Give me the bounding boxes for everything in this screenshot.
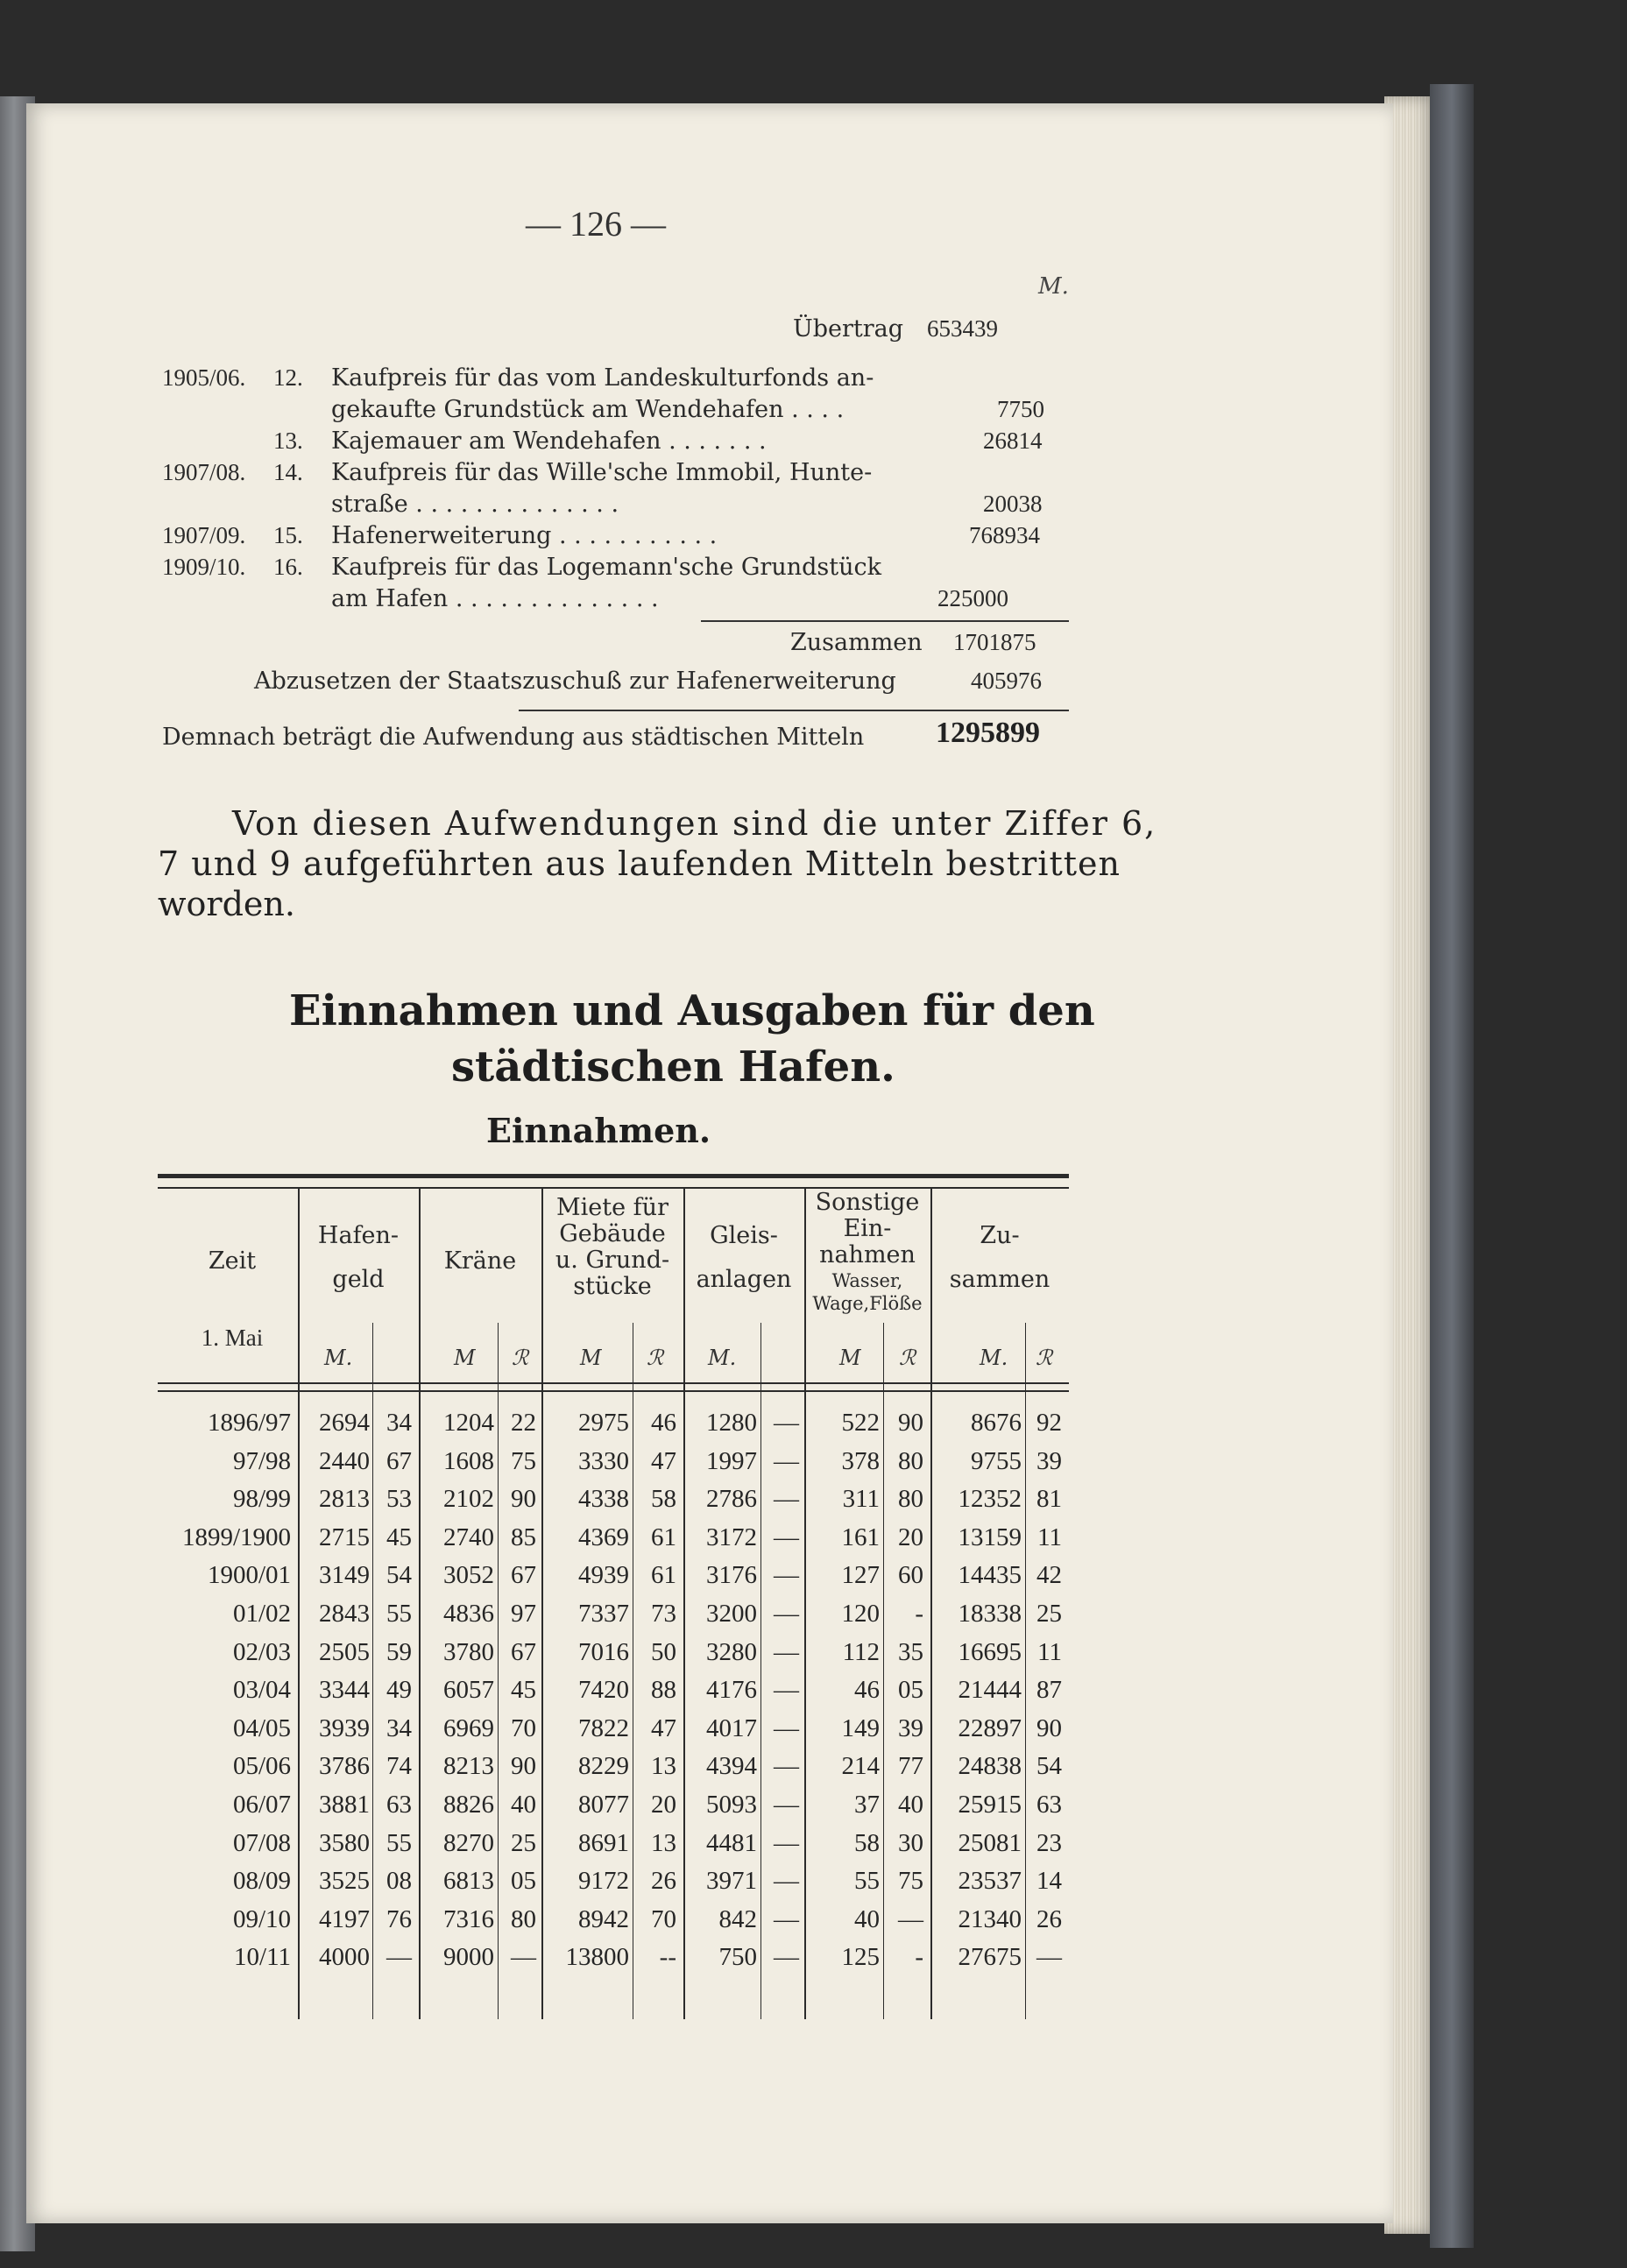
cell-zusammen: 9755: [971, 1446, 1022, 1475]
item-text-line: am Hafen . . . . . . . . . . . . . .: [331, 585, 659, 612]
cell-sonstige: 46: [854, 1676, 880, 1705]
deduct-value: 405976: [971, 668, 1042, 694]
cell-miete: 2975: [578, 1409, 629, 1437]
cell-sonstige: 120: [841, 1600, 880, 1628]
carry-label: Übertrag: [793, 315, 904, 343]
cell-miete-pf: 46: [651, 1409, 676, 1437]
item-number: 13.: [273, 427, 303, 454]
unit-mark: ℛ: [512, 1346, 529, 1370]
item-text-line: Hafenerweiterung . . . . . . . . . . .: [331, 522, 718, 549]
item-number: 14.: [273, 459, 303, 485]
cell-kraene: 8826: [443, 1791, 494, 1819]
cell-miete-pf: 61: [651, 1523, 676, 1551]
cell-sonstige-pf: 75: [898, 1867, 923, 1896]
column-divider: [298, 1187, 300, 2019]
cell-zusammen-pf: 87: [1036, 1676, 1062, 1705]
header-zeit-date: 1. Mai: [201, 1325, 264, 1351]
cell-zusammen: 22897: [958, 1713, 1022, 1742]
cell-zeit: 06/07: [232, 1791, 291, 1819]
unit-mark: M.: [324, 1346, 353, 1370]
cell-sonstige: 112: [842, 1637, 880, 1666]
cell-hafengeld: 3786: [319, 1752, 370, 1781]
cell-hafengeld: 3580: [319, 1828, 370, 1857]
cell-sonstige-pf: —: [898, 1904, 923, 1933]
cell-hafengeld: 2505: [319, 1637, 370, 1666]
cell-gleis-pf: —: [774, 1676, 799, 1705]
header-zeit: Zeit: [208, 1247, 257, 1275]
cell-sonstige-pf: 90: [898, 1409, 923, 1437]
header-miete: Miete für: [556, 1194, 668, 1221]
book-cover-right: [1430, 84, 1474, 2248]
cell-gleis-pf: —: [774, 1446, 799, 1475]
item-value: 7750: [997, 396, 1044, 422]
cell-zeit: 03/04: [232, 1676, 291, 1705]
unit-mark: M.: [708, 1346, 737, 1370]
cell-zusammen: 24838: [958, 1752, 1022, 1781]
cell-sonstige: 161: [841, 1523, 880, 1551]
cell-zusammen-pf: 42: [1036, 1561, 1062, 1590]
cell-miete-pf: 73: [651, 1600, 676, 1628]
cell-kraene: 1204: [443, 1409, 494, 1437]
cell-hafengeld: 3149: [319, 1561, 370, 1590]
item-number: 16.: [273, 554, 303, 580]
paragraph-line: Von diesen Aufwendungen sind die unter Ziffer 6,: [232, 804, 1157, 843]
cell-miete: 13800: [565, 1943, 629, 1972]
cell-zeit: 07/08: [232, 1828, 291, 1857]
header-zusammen: Zu-: [980, 1222, 1020, 1249]
header-hafengeld: Hafen-: [317, 1222, 400, 1249]
cell-kraene-pf: 40: [511, 1791, 536, 1819]
cell-hafengeld: 3525: [319, 1867, 370, 1896]
cell-miete-pf: 70: [651, 1904, 676, 1933]
cell-hafengeld: 3881: [319, 1791, 370, 1819]
cell-gleis-pf: —: [774, 1752, 799, 1781]
cell-kraene: 8270: [443, 1828, 494, 1857]
total-value: 1701875: [953, 629, 1036, 655]
item-value: 225000: [937, 585, 1008, 611]
cell-kraene-pf: 80: [511, 1904, 536, 1933]
cell-kraene-pf: 67: [511, 1561, 536, 1590]
item-year: 1905/06.: [162, 364, 246, 391]
cell-hafengeld-pf: —: [386, 1943, 412, 1972]
cell-miete: 7337: [578, 1600, 629, 1628]
cell-miete-pf: 47: [651, 1446, 676, 1475]
column-divider: [683, 1187, 685, 2019]
cell-zusammen-pf: 25: [1036, 1600, 1062, 1628]
item-text-line: Kaufpreis für das Logemann'sche Grundstück: [331, 554, 881, 581]
section-heading-continued: städtischen Hafen.: [451, 1042, 895, 1092]
cell-kraene-pf: 70: [511, 1713, 536, 1742]
cell-miete-pf: 61: [651, 1561, 676, 1590]
cell-gleis: 4017: [706, 1713, 757, 1742]
unit-mark: M: [580, 1346, 602, 1370]
header-miete-line3: u. Grund-: [555, 1247, 670, 1274]
cell-kraene: 6057: [443, 1676, 494, 1705]
cell-zeit: 1900/01: [207, 1561, 291, 1590]
header-gleisanlagen: Gleis-: [710, 1222, 778, 1249]
paragraph-line: worden.: [158, 885, 295, 923]
cell-sonstige-pf: 80: [898, 1446, 923, 1475]
cell-kraene: 3052: [443, 1561, 494, 1590]
cell-gleis-pf: —: [774, 1713, 799, 1742]
header-sonstige: Sonstige: [815, 1189, 920, 1216]
cell-zusammen: 16695: [958, 1637, 1022, 1666]
cell-kraene: 2740: [443, 1523, 494, 1551]
cell-miete: 8077: [578, 1791, 629, 1819]
header-sonstige-line2: Ein-: [843, 1215, 892, 1242]
cell-gleis: 5093: [706, 1791, 757, 1819]
header-sonstige-line4: Wasser,: [831, 1270, 903, 1291]
subcolumn-divider: [498, 1323, 499, 2019]
cell-sonstige: 378: [841, 1446, 880, 1475]
cell-zeit: 04/05: [232, 1713, 291, 1742]
cell-gleis-pf: —: [774, 1943, 799, 1972]
header-sonstige-line3: nahmen: [819, 1241, 916, 1268]
cell-sonstige-pf: 30: [898, 1828, 923, 1857]
cell-zusammen: 27675: [958, 1943, 1022, 1972]
cell-hafengeld-pf: 67: [386, 1446, 412, 1475]
cell-zusammen: 21340: [958, 1904, 1022, 1933]
sum-rule: [701, 620, 1069, 622]
cell-miete: 3330: [578, 1446, 629, 1475]
cell-gleis-pf: —: [774, 1600, 799, 1628]
cell-sonstige-pf: 80: [898, 1485, 923, 1514]
cell-sonstige: 311: [842, 1485, 880, 1514]
cell-sonstige: 214: [841, 1752, 880, 1781]
header-gleisanlagen-line2: anlagen: [696, 1266, 792, 1293]
cell-zeit: 1896/97: [207, 1409, 291, 1437]
table-header-rule: [158, 1382, 1069, 1384]
cell-gleis-pf: —: [774, 1523, 799, 1551]
cell-sonstige: 127: [841, 1561, 880, 1590]
cell-zeit: 02/03: [232, 1637, 291, 1666]
header-miete-line2: Gebäude: [559, 1220, 666, 1247]
cell-miete-pf: --: [659, 1943, 676, 1972]
cell-gleis-pf: —: [774, 1791, 799, 1819]
cell-miete-pf: 13: [651, 1828, 676, 1857]
cell-sonstige: 125: [841, 1943, 880, 1972]
net-value: 1295899: [936, 717, 1040, 749]
cell-miete-pf: 20: [651, 1791, 676, 1819]
unit-mark: M: [839, 1346, 861, 1370]
cell-zeit: 01/02: [232, 1600, 291, 1628]
unit-mark: ℛ: [899, 1346, 916, 1370]
cell-gleis: 750: [718, 1943, 757, 1972]
cell-miete: 7420: [578, 1676, 629, 1705]
cell-sonstige-pf: -: [915, 1600, 923, 1628]
unit-mark: M.: [980, 1346, 1008, 1370]
cell-hafengeld-pf: 34: [386, 1409, 412, 1437]
cell-hafengeld-pf: 63: [386, 1791, 412, 1819]
cell-zusammen-pf: 54: [1036, 1752, 1062, 1781]
item-text-line: Kaufpreis für das vom Landeskulturfonds an-: [331, 364, 874, 392]
cell-miete: 8942: [578, 1904, 629, 1933]
cell-hafengeld-pf: 53: [386, 1485, 412, 1514]
cell-hafengeld: 4197: [319, 1904, 370, 1933]
cell-sonstige: 55: [854, 1867, 880, 1896]
subcolumn-divider: [1025, 1323, 1026, 2019]
cell-sonstige-pf: 60: [898, 1561, 923, 1590]
cell-miete: 9172: [578, 1867, 629, 1896]
cell-miete: 4369: [578, 1523, 629, 1551]
item-year: 1907/09.: [162, 522, 246, 548]
subcolumn-divider: [883, 1323, 884, 2019]
cell-zusammen-pf: 26: [1036, 1904, 1062, 1933]
cell-zeit: 98/99: [232, 1485, 291, 1514]
cell-miete: 8229: [578, 1752, 629, 1781]
cell-gleis: 842: [718, 1904, 757, 1933]
header-miete-line4: stücke: [573, 1273, 652, 1300]
cell-gleis: 3200: [706, 1600, 757, 1628]
cell-zusammen: 23537: [958, 1867, 1022, 1896]
item-value: 26814: [983, 427, 1043, 454]
cell-zusammen-pf: 39: [1036, 1446, 1062, 1475]
cell-kraene: 6969: [443, 1713, 494, 1742]
cell-hafengeld-pf: 76: [386, 1904, 412, 1933]
header-sonstige-line5: Wage,Flöße: [812, 1293, 923, 1314]
item-value: 768934: [969, 522, 1040, 548]
section-heading: Einnahmen und Ausgaben für den: [289, 986, 1095, 1035]
cell-sonstige-pf: 20: [898, 1523, 923, 1551]
cell-zusammen: 25081: [958, 1828, 1022, 1857]
unit-mark: M: [454, 1346, 476, 1370]
cell-zeit: 97/98: [232, 1446, 291, 1475]
cell-miete: 7016: [578, 1637, 629, 1666]
item-year: 1907/08.: [162, 459, 246, 485]
cell-hafengeld-pf: 55: [386, 1828, 412, 1857]
cell-zusammen-pf: 11: [1037, 1523, 1062, 1551]
cell-zusammen: 25915: [958, 1791, 1022, 1819]
cell-miete-pf: 26: [651, 1867, 676, 1896]
cell-sonstige-pf: 39: [898, 1713, 923, 1742]
total-label: Zusammen: [790, 629, 923, 656]
cell-gleis: 3971: [706, 1867, 757, 1896]
cell-gleis-pf: —: [774, 1485, 799, 1514]
cell-miete: 4338: [578, 1485, 629, 1514]
cell-sonstige: 58: [854, 1828, 880, 1857]
cell-gleis: 1997: [706, 1446, 757, 1475]
cell-hafengeld-pf: 34: [386, 1713, 412, 1742]
cell-miete: 8691: [578, 1828, 629, 1857]
column-divider: [541, 1187, 543, 2019]
header-kraene: Kräne: [443, 1247, 517, 1275]
cell-zusammen: 8676: [971, 1409, 1022, 1437]
cell-kraene-pf: —: [511, 1943, 536, 1972]
net-rule: [519, 710, 1069, 711]
cell-sonstige-pf: 35: [898, 1637, 923, 1666]
cell-kraene: 4836: [443, 1600, 494, 1628]
cell-gleis-pf: —: [774, 1828, 799, 1857]
cell-hafengeld: 3939: [319, 1713, 370, 1742]
cell-zeit: 09/10: [232, 1904, 291, 1933]
cell-hafengeld-pf: 08: [386, 1867, 412, 1896]
cell-zusammen-pf: 14: [1036, 1867, 1062, 1896]
table-header-rule-double: [158, 1390, 1069, 1392]
cell-gleis: 4176: [706, 1676, 757, 1705]
cell-zeit: 1899/1900: [181, 1523, 291, 1551]
column-divider: [419, 1187, 421, 2019]
cell-kraene: 6813: [443, 1867, 494, 1896]
item-text-line: straße . . . . . . . . . . . . . .: [331, 491, 619, 518]
cell-kraene: 7316: [443, 1904, 494, 1933]
cell-zusammen-pf: 81: [1036, 1485, 1062, 1514]
cell-miete-pf: 50: [651, 1637, 676, 1666]
cell-kraene: 8213: [443, 1752, 494, 1781]
unit-mark: ℛ: [647, 1346, 664, 1370]
cell-zusammen-pf: 23: [1036, 1828, 1062, 1857]
cell-kraene: 9000: [443, 1943, 494, 1972]
cell-zusammen: 18338: [958, 1600, 1022, 1628]
cell-zeit: 10/11: [234, 1943, 291, 1972]
cell-gleis-pf: —: [774, 1409, 799, 1437]
cell-miete-pf: 13: [651, 1752, 676, 1781]
item-number: 15.: [273, 522, 303, 548]
cell-miete-pf: 47: [651, 1713, 676, 1742]
cell-zusammen: 12352: [958, 1485, 1022, 1514]
table-top-rule: [158, 1174, 1069, 1178]
cell-hafengeld: 2694: [319, 1409, 370, 1437]
paragraph-line: 7 und 9 aufgeführten aus laufenden Mitteln bestritten: [158, 844, 1121, 883]
cell-zusammen: 14435: [958, 1561, 1022, 1590]
deduct-label: Abzusetzen der Staatszuschuß zur Hafenerweiterung: [254, 668, 896, 695]
cell-hafengeld: 2715: [319, 1523, 370, 1551]
cell-zeit: 08/09: [232, 1867, 291, 1896]
cell-sonstige-pf: -: [915, 1943, 923, 1972]
subcolumn-divider: [372, 1323, 373, 2019]
cell-hafengeld: 2440: [319, 1446, 370, 1475]
cell-hafengeld: 2843: [319, 1600, 370, 1628]
cell-hafengeld: 3344: [319, 1676, 370, 1705]
cell-sonstige-pf: 77: [898, 1752, 923, 1781]
item-text-line: gekaufte Grundstück am Wendehafen . . . .: [331, 396, 845, 423]
cell-gleis: 2786: [706, 1485, 757, 1514]
unit-mark: ℛ: [1036, 1346, 1053, 1370]
cell-hafengeld: 2813: [319, 1485, 370, 1514]
cell-hafengeld-pf: 74: [386, 1752, 412, 1781]
cell-kraene-pf: 45: [511, 1676, 536, 1705]
item-number: 12.: [273, 364, 303, 391]
cell-hafengeld: 4000: [319, 1943, 370, 1972]
cell-miete: 7822: [578, 1713, 629, 1742]
header-zusammen-line2: sammen: [949, 1266, 1050, 1293]
cell-zusammen: 13159: [958, 1523, 1022, 1551]
cell-miete-pf: 58: [651, 1485, 676, 1514]
cell-zeit: 05/06: [232, 1752, 291, 1781]
cell-hafengeld-pf: 49: [386, 1676, 412, 1705]
carry-value: 653439: [927, 315, 998, 342]
cell-gleis: 4394: [706, 1752, 757, 1781]
cell-zusammen-pf: 92: [1036, 1409, 1062, 1437]
item-text-line: Kajemauer am Wendehafen . . . . . . .: [331, 427, 767, 455]
cell-gleis: 4481: [706, 1828, 757, 1857]
cell-gleis: 3280: [706, 1637, 757, 1666]
cell-miete: 4939: [578, 1561, 629, 1590]
cell-hafengeld-pf: 55: [386, 1600, 412, 1628]
cell-kraene-pf: 90: [511, 1485, 536, 1514]
cell-gleis-pf: —: [774, 1561, 799, 1590]
currency-mark: M.: [1038, 273, 1069, 300]
cell-gleis: 1280: [706, 1409, 757, 1437]
item-year: 1909/10.: [162, 554, 246, 580]
cell-kraene: 2102: [443, 1485, 494, 1514]
cell-miete-pf: 88: [651, 1676, 676, 1705]
cell-zusammen-pf: 11: [1037, 1637, 1062, 1666]
cell-sonstige-pf: 40: [898, 1791, 923, 1819]
cell-sonstige: 40: [854, 1904, 880, 1933]
cell-gleis-pf: —: [774, 1637, 799, 1666]
cell-hafengeld-pf: 45: [386, 1523, 412, 1551]
item-value: 20038: [983, 491, 1043, 517]
cell-sonstige: 522: [841, 1409, 880, 1437]
subcolumn-divider: [760, 1323, 761, 2019]
cell-kraene-pf: 05: [511, 1867, 536, 1896]
cell-zusammen-pf: 90: [1036, 1713, 1062, 1742]
header-hafengeld-line2: geld: [332, 1266, 385, 1293]
cell-kraene-pf: 22: [511, 1409, 536, 1437]
cell-zusammen: 21444: [958, 1676, 1022, 1705]
net-label: Demnach beträgt die Aufwendung aus städtischen Mitteln: [162, 724, 865, 751]
cell-gleis-pf: —: [774, 1904, 799, 1933]
cell-hafengeld-pf: 59: [386, 1637, 412, 1666]
page-number: — 126 —: [526, 204, 666, 244]
cell-kraene-pf: 67: [511, 1637, 536, 1666]
cell-kraene-pf: 97: [511, 1600, 536, 1628]
cell-gleis: 3176: [706, 1561, 757, 1590]
cell-kraene-pf: 85: [511, 1523, 536, 1551]
item-text-line: Kaufpreis für das Wille'sche Immobil, Hunte-: [331, 459, 873, 486]
cell-sonstige: 149: [841, 1713, 880, 1742]
cell-sonstige: 37: [854, 1791, 880, 1819]
cell-sonstige-pf: 05: [898, 1676, 923, 1705]
cell-gleis-pf: —: [774, 1867, 799, 1896]
cell-kraene: 1608: [443, 1446, 494, 1475]
cell-kraene-pf: 25: [511, 1828, 536, 1857]
cell-gleis: 3172: [706, 1523, 757, 1551]
cell-zusammen-pf: 63: [1036, 1791, 1062, 1819]
column-divider: [930, 1187, 932, 2019]
table-title: Einnahmen.: [486, 1111, 711, 1150]
cell-kraene: 3780: [443, 1637, 494, 1666]
cell-kraene-pf: 90: [511, 1752, 536, 1781]
cell-hafengeld-pf: 54: [386, 1561, 412, 1590]
table-top-rule-thin: [158, 1187, 1069, 1189]
cell-zusammen-pf: —: [1036, 1943, 1062, 1972]
cell-kraene-pf: 75: [511, 1446, 536, 1475]
